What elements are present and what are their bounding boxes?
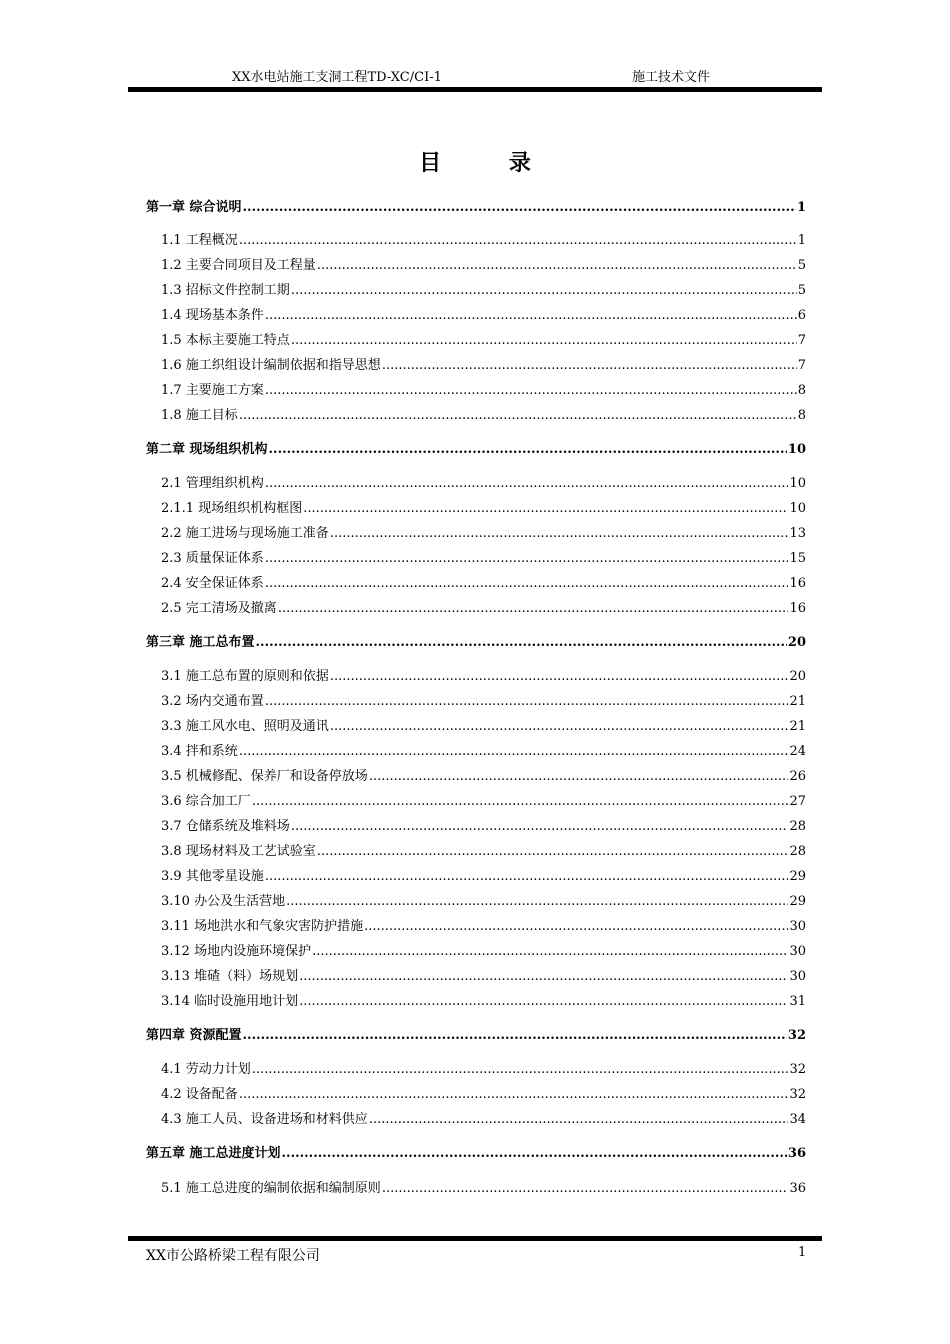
toc-dot-leader: [239, 743, 789, 761]
toc-entry-page: 20: [789, 669, 806, 684]
toc-dot-leader: [269, 441, 787, 459]
toc-entry-label: 1.4 现场基本条件: [161, 308, 264, 323]
toc-entry-page: 6: [797, 308, 806, 323]
toc-entry-page: 8: [797, 383, 806, 398]
toc-dot-leader: [330, 525, 789, 543]
toc-dot-leader: [317, 843, 789, 861]
toc-entry-page: 24: [789, 744, 806, 759]
toc-entry-label: 第二章 现场组织机构: [146, 442, 268, 457]
header-document-type: 施工技术文件: [632, 70, 711, 85]
toc-entry-label: 2.4 安全保证体系: [161, 576, 264, 591]
toc-entry-page: 15: [789, 551, 806, 566]
toc-entry-page: 29: [789, 894, 806, 909]
toc-dot-leader: [239, 1086, 789, 1104]
toc-section-entry[interactable]: [161, 793, 806, 811]
toc-dot-leader: [265, 550, 789, 568]
toc-entry-label: 1.3 招标文件控制工期: [161, 283, 290, 298]
footer-page-number: 1: [798, 1245, 807, 1260]
toc-entry-page: 36: [787, 1146, 806, 1161]
toc-entry-page: 21: [789, 719, 806, 734]
toc-dot-leader: [252, 793, 789, 811]
toc-entry-label: 3.7 仓储系统及堆料场: [161, 819, 290, 834]
footer-company: XX市公路桥梁工程有限公司: [146, 1248, 320, 1264]
toc-entry-label: 1.7 主要施工方案: [161, 383, 264, 398]
toc-dot-leader: [256, 634, 787, 652]
toc-entry-label: 3.11 场地洪水和气象灾害防护措施: [161, 919, 364, 934]
toc-entry-page: 7: [797, 358, 806, 373]
toc-entry-label: 第五章 施工总进度计划: [146, 1146, 281, 1161]
toc-section-entry[interactable]: [161, 943, 806, 961]
toc-dot-leader: [317, 257, 797, 275]
toc-entry-label: 3.6 综合加工厂: [161, 794, 251, 809]
toc-dot-leader: [291, 282, 797, 300]
toc-section-entry[interactable]: [161, 968, 806, 986]
toc-entry-label: 第四章 资源配置: [146, 1028, 242, 1043]
toc-dot-leader: [291, 332, 797, 350]
toc-section-entry[interactable]: [161, 1061, 806, 1079]
toc-entry-label: 3.1 施工总布置的原则和依据: [161, 669, 329, 684]
toc-entry-label: 3.4 拌和系统: [161, 744, 238, 759]
toc-chapter-entry[interactable]: [146, 441, 806, 459]
toc-section-entry[interactable]: [161, 718, 806, 736]
toc-section-entry[interactable]: [161, 332, 806, 350]
toc-entry-page: 30: [789, 944, 806, 959]
toc-entry-page: 7: [797, 333, 806, 348]
toc-section-entry[interactable]: [161, 232, 806, 250]
toc-dot-leader: [282, 1145, 787, 1163]
toc-entry-label: 1.8 施工目标: [161, 408, 238, 423]
toc-entry-page: 10: [787, 442, 806, 457]
footer-rule: [128, 1236, 822, 1241]
toc-dot-leader: [330, 668, 789, 686]
toc-dot-leader: [364, 918, 788, 936]
toc-section-entry[interactable]: [161, 768, 806, 786]
page-header: [128, 66, 822, 86]
toc-entry-label: 4.1 劳动力计划: [161, 1062, 251, 1077]
toc-section-entry[interactable]: [161, 1111, 806, 1129]
toc-entry-label: 第一章 综合说明: [146, 200, 242, 215]
toc-entry-page: 10: [789, 501, 806, 516]
toc-section-entry[interactable]: [161, 407, 806, 425]
toc-section-entry[interactable]: [161, 868, 806, 886]
toc-entry-label: 2.3 质量保证体系: [161, 551, 264, 566]
toc-section-entry[interactable]: [161, 575, 806, 593]
toc-dot-leader: [330, 718, 789, 736]
toc-section-entry[interactable]: [161, 1180, 806, 1198]
toc-dot-leader: [252, 1061, 789, 1079]
toc-section-entry[interactable]: [161, 282, 806, 300]
toc-section-entry[interactable]: [161, 257, 806, 275]
toc-dot-leader: [265, 575, 789, 593]
toc-entry-page: 8: [797, 408, 806, 423]
toc-section-entry[interactable]: [161, 382, 806, 400]
toc-entry-label: 第三章 施工总布置: [146, 635, 255, 650]
toc-entry-label: 3.3 施工风水电、照明及通讯: [161, 719, 329, 734]
toc-dot-leader: [286, 893, 788, 911]
toc-chapter-entry[interactable]: [146, 1027, 806, 1045]
toc-entry-label: 3.12 场地内设施环境保护: [161, 944, 312, 959]
toc-entry-label: 3.14 临时设施用地计划: [161, 994, 299, 1009]
toc-entry-label: 1.5 本标主要施工特点: [161, 333, 290, 348]
toc-dot-leader: [278, 600, 789, 618]
toc-entry-page: 32: [787, 1028, 806, 1043]
toc-section-entry[interactable]: [161, 993, 806, 1011]
toc-section-entry[interactable]: [161, 818, 806, 836]
toc-entry-label: 1.1 工程概况: [161, 233, 238, 248]
toc-dot-leader: [239, 232, 797, 250]
toc-section-entry[interactable]: [161, 893, 806, 911]
toc-entry-label: 3.13 堆碴（料）场规划: [161, 969, 299, 984]
toc-dot-leader: [243, 199, 796, 217]
toc-entry-label: 5.1 施工总进度的编制依据和编制原则: [161, 1181, 381, 1196]
toc-entry-page: 5: [797, 258, 806, 273]
toc-entry-page: 27: [789, 794, 806, 809]
toc-dot-leader: [312, 943, 788, 961]
toc-chapter-entry[interactable]: [146, 634, 806, 652]
toc-entry-label: 1.2 主要合同项目及工程量: [161, 258, 316, 273]
toc-section-entry[interactable]: [161, 500, 806, 518]
toc-entry-page: 10: [789, 476, 806, 491]
toc-entry-page: 16: [789, 576, 806, 591]
toc-dot-leader: [239, 407, 797, 425]
toc-entry-label: 2.2 施工进场与现场施工准备: [161, 526, 329, 541]
toc-section-entry[interactable]: [161, 743, 806, 761]
toc-section-entry[interactable]: [161, 668, 806, 686]
toc-entry-page: 36: [789, 1181, 806, 1196]
toc-entry-label: 4.2 设备配备: [161, 1087, 238, 1102]
toc-dot-leader: [303, 500, 788, 518]
toc-entry-page: 32: [789, 1087, 806, 1102]
toc-section-entry[interactable]: [161, 307, 806, 325]
toc-dot-leader: [299, 968, 788, 986]
toc-entry-page: 32: [789, 1062, 806, 1077]
toc-section-entry[interactable]: [161, 843, 806, 861]
toc-section-entry[interactable]: [161, 475, 806, 493]
toc-dot-leader: [382, 357, 797, 375]
toc-dot-leader: [369, 1111, 789, 1129]
toc-entry-page: 31: [789, 994, 806, 1009]
toc-entry-page: 29: [789, 869, 806, 884]
toc-entry-label: 3.9 其他零星设施: [161, 869, 264, 884]
toc-section-entry[interactable]: [161, 357, 806, 375]
toc-entry-page: 28: [789, 819, 806, 834]
header-rule: [128, 87, 822, 92]
toc-entry-label: 4.3 施工人员、设备进场和材料供应: [161, 1112, 368, 1127]
toc-entry-label: 2.1 管理组织机构: [161, 476, 264, 491]
toc-entry-page: 13: [789, 526, 806, 541]
toc-entry-label: 3.8 现场材料及工艺试验室: [161, 844, 316, 859]
toc-entry-page: 34: [789, 1112, 806, 1127]
toc-section-entry[interactable]: [161, 1086, 806, 1104]
toc-entry-page: 26: [789, 769, 806, 784]
toc-entry-page: 20: [787, 635, 806, 650]
toc-dot-leader: [291, 818, 789, 836]
header-project-name: XX水电站施工支洞工程TD-XC/CI-1: [232, 70, 442, 85]
toc-section-entry[interactable]: [161, 918, 806, 936]
toc-dot-leader: [369, 768, 789, 786]
toc-entry-label: 3.10 办公及生活营地: [161, 894, 286, 909]
page-title: 目 录: [419, 150, 561, 176]
toc-dot-leader: [299, 993, 788, 1011]
toc-dot-leader: [265, 868, 789, 886]
toc-entry-page: 21: [789, 694, 806, 709]
toc-dot-leader: [265, 382, 797, 400]
toc-chapter-entry[interactable]: [146, 1145, 806, 1163]
toc-entry-page: 30: [789, 919, 806, 934]
toc-entry-page: 1: [797, 233, 806, 248]
toc-entry-label: 3.5 机械修配、保养厂和设备停放场: [161, 769, 368, 784]
toc-entry-page: 5: [797, 283, 806, 298]
toc-dot-leader: [265, 475, 789, 493]
toc-entry-page: 16: [789, 601, 806, 616]
toc-dot-leader: [265, 693, 789, 711]
toc-entry-label: 1.6 施工织组设计编制依据和指导思想: [161, 358, 381, 373]
toc-section-entry[interactable]: [161, 600, 806, 618]
toc-entry-page: 28: [789, 844, 806, 859]
toc-entry-page: 1: [796, 200, 806, 215]
toc-dot-leader: [382, 1180, 789, 1198]
toc-entry-label: 3.2 场内交通布置: [161, 694, 264, 709]
toc-dot-leader: [265, 307, 797, 325]
toc-chapter-entry[interactable]: [146, 199, 806, 217]
toc-entry-label: 2.1.1 现场组织机构框图: [161, 501, 303, 516]
toc-dot-leader: [243, 1027, 787, 1045]
toc-section-entry[interactable]: [161, 693, 806, 711]
toc-entry-label: 2.5 完工清场及撤离: [161, 601, 277, 616]
toc-section-entry[interactable]: [161, 525, 806, 543]
toc-section-entry[interactable]: [161, 550, 806, 568]
toc-entry-page: 30: [789, 969, 806, 984]
